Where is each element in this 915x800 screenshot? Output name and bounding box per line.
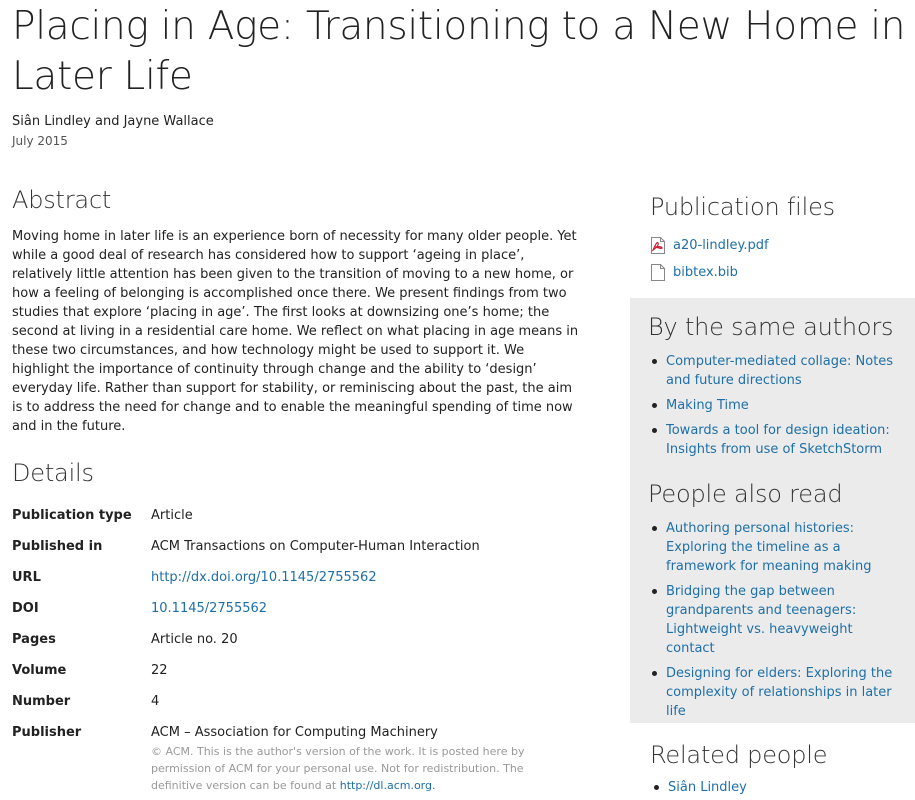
authors: Siân Lindley and Jayne Wallace [12, 114, 214, 129]
document-file-icon [650, 264, 666, 281]
copyright-text: © ACM. This is the author's version of the work. It is posted here by permission of ACM for your personal use. Not for redistribution. The definitive version can be found at [151, 745, 525, 792]
details-value: ACM – Association for Computing Machinery [151, 725, 438, 740]
details-row [12, 564, 531, 595]
publication-files [650, 192, 910, 286]
related-people [650, 740, 910, 800]
page-title: Placing in Age: Transitioning to a New Home in Later Life [12, 4, 906, 99]
list-item [648, 664, 905, 721]
doi-link[interactable]: 10.1145/2755562 [151, 601, 268, 616]
related-person-link[interactable]: Siân Lindley [668, 780, 747, 795]
details-row [12, 657, 531, 688]
acm-dl-link[interactable]: http://dl.acm.org. [339, 779, 436, 792]
list-item [648, 421, 905, 459]
list-item [650, 778, 910, 797]
details-heading: Details [12, 459, 94, 487]
details-row [12, 502, 531, 533]
list-item [648, 582, 905, 658]
same-authors-heading: By the same authors [648, 313, 894, 341]
details-value: 22 [151, 663, 168, 678]
related-people-list [650, 778, 910, 797]
copyright-notice [151, 743, 531, 794]
details-value: Article no. 20 [151, 632, 238, 647]
related-people-heading: Related people [650, 741, 828, 769]
details-key: URL [12, 570, 41, 585]
details-table [12, 502, 531, 794]
details-key: Published in [12, 539, 103, 554]
publication-date: July 2015 [12, 134, 68, 148]
related-sidebar [630, 298, 915, 723]
same-authors-list [648, 352, 905, 459]
details-row [12, 595, 531, 626]
bibtex-file-link[interactable]: bibtex.bib [673, 265, 738, 280]
list-item [648, 519, 905, 576]
details-value: Article [151, 508, 193, 523]
details-key: DOI [12, 601, 39, 616]
abstract-text: Moving home in later life is an experience born of necessity for many older people. Yet while a good deal of research has considered how to support ‘ageing in place’, relatively little attention has been given to the transition of moving to a new home, or how a feeling of belonging is accomplished once there. We present findings from two studies that explore ‘placing in age’. The first looks at downsizing one’s home; the second at living in a residential care home. We reflect on what placing in age means in these two circumstances, and how technology might be used to support it. We highlight the importance of continuity through change and the ability to ‘design’ everyday life. Rather than support for stability, or reminiscing about the past, the aim is to address the need for change and to enable the meaningful spending of time now and in the future. [12, 229, 579, 434]
abstract-heading: Abstract [12, 186, 112, 214]
details-row [12, 533, 531, 564]
pdf-file-icon [650, 237, 666, 254]
details-row [12, 719, 531, 794]
details-key: Pages [12, 632, 56, 647]
details-row [12, 688, 531, 719]
details-key: Number [12, 694, 71, 709]
details-key: Publisher [12, 725, 82, 740]
url-link[interactable]: http://dx.doi.org/10.1145/2755562 [151, 570, 377, 585]
details-value: 4 [151, 694, 160, 709]
list-item [648, 396, 905, 415]
also-read-heading: People also read [648, 480, 843, 508]
file-item [650, 232, 910, 259]
also-read-list [648, 519, 905, 721]
same-authors-link[interactable]: Making Time [666, 398, 749, 413]
same-authors-link[interactable]: Computer-mediated collage: Notes and future directions [666, 354, 894, 388]
details-key: Volume [12, 663, 67, 678]
main-content [12, 185, 582, 794]
files-heading: Publication files [650, 193, 835, 221]
pdf-file-link[interactable]: a20-lindley.pdf [673, 238, 769, 253]
details-key: Publication type [12, 508, 132, 523]
file-item [650, 259, 910, 286]
also-read-link[interactable]: Bridging the gap between grandparents and teenagers: Lightweight vs. heavyweight contact [666, 584, 857, 656]
details-row [12, 626, 531, 657]
also-read-link[interactable]: Designing for elders: Exploring the complexity of relationships in later life [666, 666, 893, 719]
details-value: ACM Transactions on Computer-Human Interaction [151, 539, 480, 554]
same-authors-link[interactable]: Towards a tool for design ideation: Insights from use of SketchStorm [666, 423, 890, 457]
list-item [648, 352, 905, 390]
also-read-link[interactable]: Authoring personal histories: Exploring the timeline as a framework for meaning making [666, 521, 872, 574]
